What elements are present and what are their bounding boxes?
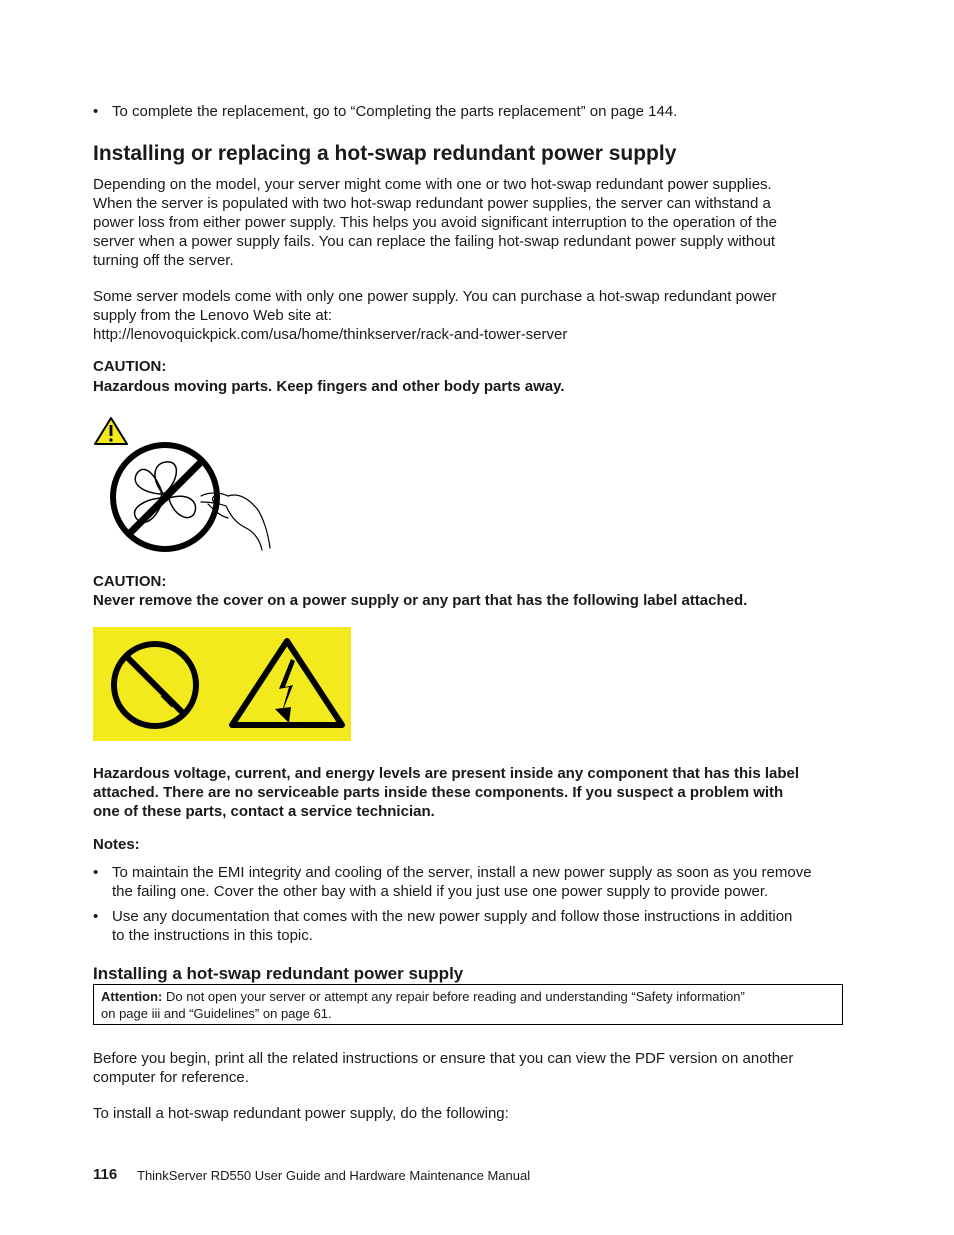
text-line: one of these parts, contact a service technician. [93, 803, 435, 820]
text-line: Before you begin, print all the related instructions or ensure that you can view the PDF version on another [93, 1050, 794, 1067]
caution-label: CAUTION: [93, 358, 167, 375]
document-title: ThinkServer RD550 User Guide and Hardware Maintenance Manual [137, 1168, 531, 1183]
note-item [112, 863, 852, 901]
hazard-label [93, 627, 351, 741]
procedure-intro: To install a hot-swap redundant power supply, do the following: [93, 1105, 509, 1122]
bullet-dot: • [93, 908, 99, 925]
section-title: Installing or replacing a hot-swap redundant power supply [93, 142, 677, 165]
purchase-paragraph [93, 287, 853, 344]
caution-text: Hazardous moving parts. Keep fingers and other body parts away. [93, 378, 565, 395]
attention-box [93, 984, 843, 1025]
text-line: attached. There are no serviceable parts inside these components. If you suspect a problem with [93, 784, 784, 801]
text-line: Some server models come with only one power supply. You can purchase a hot-swap redundant power [93, 288, 777, 305]
attention-text: on page iii and “Guidelines” on page 61. [101, 1006, 332, 1021]
hazard-statement [93, 764, 853, 821]
caution-label: CAUTION: [93, 573, 167, 590]
bullet-dot: • [93, 864, 99, 881]
text-line: server when a power supply fails. You can replace the failing hot-swap redundant power supply without [93, 233, 776, 250]
bullet-dot: • [93, 103, 99, 120]
notes-label: Notes: [93, 836, 140, 853]
attention-label: Attention: [101, 989, 163, 1004]
text-line: supply from the Lenovo Web site at: [93, 307, 333, 324]
subsection-title: Installing a hot-swap redundant power supply [93, 964, 464, 983]
lenovo-url-link[interactable]: http://lenovoquickpick.com/usa/home/thinkserver/rack-and-tower-server [93, 326, 568, 343]
page-number: 116 [93, 1166, 118, 1183]
text-line: Depending on the model, your server might come with one or two hot-swap redundant power supplies. [93, 176, 772, 193]
attention-text: Do not open your server or attempt any repair before reading and understanding “Safety information” [166, 989, 745, 1004]
caution-text: Never remove the cover on a power supply or any part that has the following label attached. [93, 592, 748, 609]
text-line: Use any documentation that comes with the new power supply and follow those instructions in addition [112, 908, 793, 925]
note-item [112, 907, 852, 945]
no-fan-touch-icon [108, 440, 273, 555]
top-bullet-text[interactable]: To complete the replacement, go to “Completing the parts replacement” on page 144. [112, 103, 678, 120]
text-line: the failing one. Cover the other bay with a shield if you just use one power supply to provide power. [112, 883, 769, 900]
text-line: turning off the server. [93, 252, 234, 269]
text-line: When the server is populated with two hot-swap redundant power supplies, the server can withstand a [93, 195, 771, 212]
text-line: computer for reference. [93, 1069, 249, 1086]
text-line: to the instructions in this topic. [112, 927, 313, 944]
text-line: Hazardous voltage, current, and energy levels are present inside any component that has this label [93, 765, 800, 782]
before-you-begin-paragraph [93, 1049, 853, 1087]
text-line: power loss from either power supply. This helps you avoid significant interruption to the operation of the [93, 214, 777, 231]
intro-paragraph [93, 175, 853, 270]
text-line: To maintain the EMI integrity and cooling of the server, install a new power supply as soon as you remove [112, 864, 812, 881]
